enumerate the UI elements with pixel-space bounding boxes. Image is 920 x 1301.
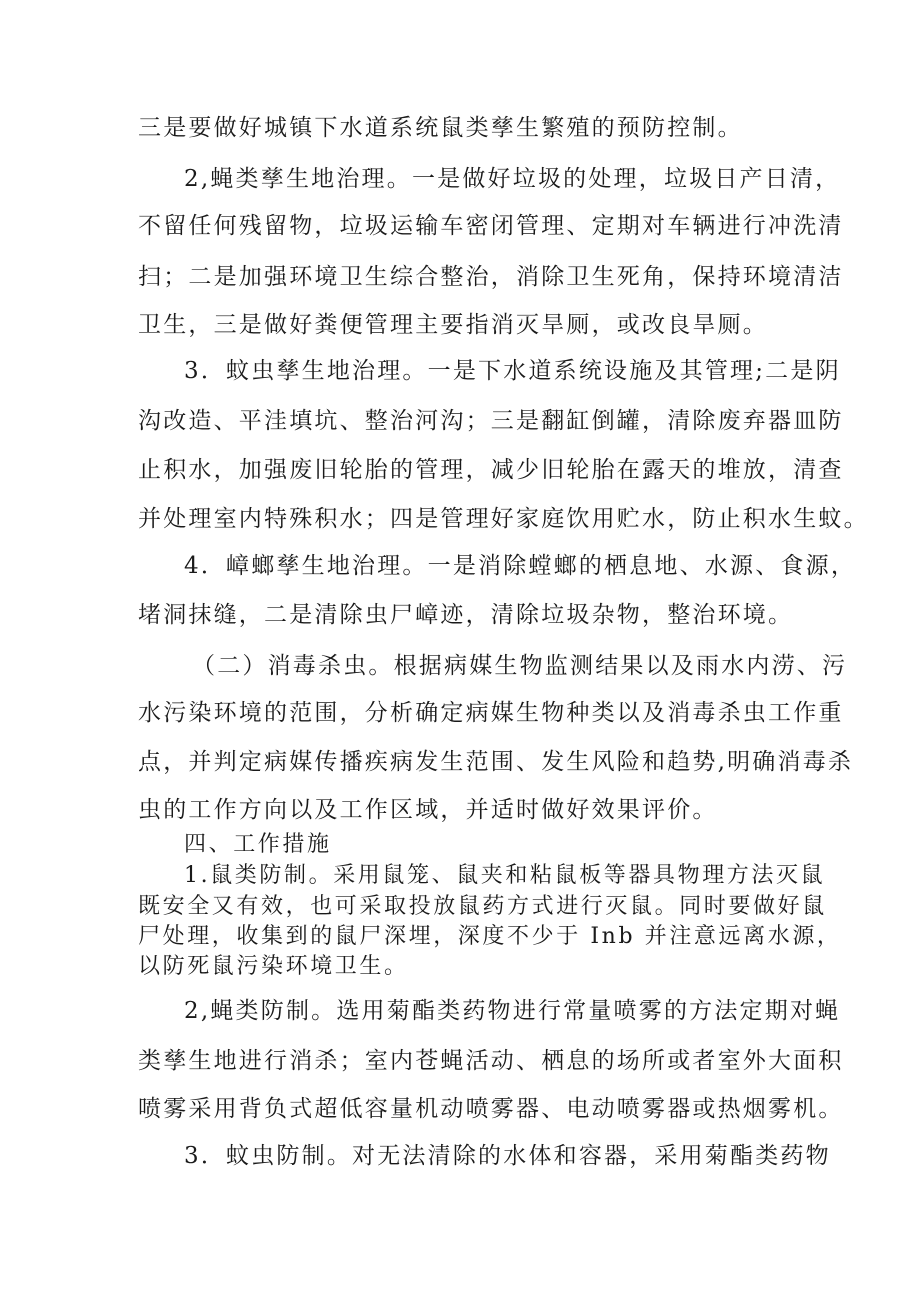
- text-line: 沟改造、平洼填坑、整治河沟；三是翻缸倒罐，清除废弃器皿防: [138, 408, 844, 434]
- text-line: 4．嶂螂孳生地治理。一是消除螳螂的栖息地、水源、食源，: [184, 553, 857, 579]
- text-line: 类孳生地进行消杀；室内苍蝇活动、栖息的场所或者室外大面积: [138, 1048, 844, 1074]
- text-line: 2,蝇类防制。选用菊酯类药物进行常量喷雾的方法定期对蝇: [184, 998, 841, 1024]
- text-line: 喷雾采用背负式超低容量机动喷雾器、电动喷雾器或热烟雾机。: [138, 1096, 844, 1122]
- text-line: 水污染环境的范围，分析确定病媒生物种类以及消毒杀虫工作重: [138, 700, 844, 726]
- text-line: 3．蚊虫孳生地治理。一是下水道系统设施及其管理;二是阴: [184, 358, 841, 384]
- text-line: 扫；二是加强环境卫生综合整治，消除卫生死角，保持环境清洁: [138, 264, 844, 290]
- text-line: 2,蝇类孳生地治理。一是做好垃圾的处理，垃圾日产日清，: [184, 166, 841, 192]
- text-line: 1.鼠类防制。采用鼠笼、鼠夹和粘鼠板等器具物理方法灭鼠: [184, 863, 826, 888]
- text-line: 卫生，三是做好粪便管理主要指消灭旱厕，或改良旱厕。: [138, 312, 768, 338]
- text-line: 并处理室内特殊积水；四是管理好家庭饮用贮水，防止积水生蚊。: [138, 506, 869, 532]
- text-line: 尸处理，收集到的鼠尸深埋，深度不少于 Inb 并注意远离水源，: [138, 924, 842, 949]
- section-heading: 四、工作措施: [184, 832, 332, 857]
- text-line: 3．蚊虫防制。对无法清除的水体和容器，采用菊酯类药物: [184, 1143, 831, 1169]
- text-line: 堵洞抹缝，二是清除虫尸嶂迹，清除垃圾杂物，整治环境。: [138, 602, 794, 628]
- text-line: 三是要做好城镇下水道系统鼠类孳生繁殖的预防控制。: [138, 115, 743, 141]
- text-line: 以防死鼠污染环境卫生。: [138, 954, 409, 979]
- text-line: 既安全又有效，也可采取投放鼠药方式进行灭鼠。同时要做好鼠: [138, 894, 827, 919]
- text-line: 虫的工作方向以及工作区域，并适时做好效果评价。: [138, 797, 718, 823]
- text-line: 不留任何残留物，垃圾运输车密闭管理、定期对车辆进行冲洗清: [138, 213, 844, 239]
- text-line: （二）消毒杀虫。根据病媒生物监测结果以及雨水内涝、污: [192, 653, 848, 679]
- text-line: 点，并判定病媒传播疾病发生范围、发生风险和趋势,明确消毒杀: [138, 749, 854, 775]
- text-line: 止积水，加强废旧轮胎的管理，减少旧轮胎在露天的堆放，清查: [138, 457, 844, 483]
